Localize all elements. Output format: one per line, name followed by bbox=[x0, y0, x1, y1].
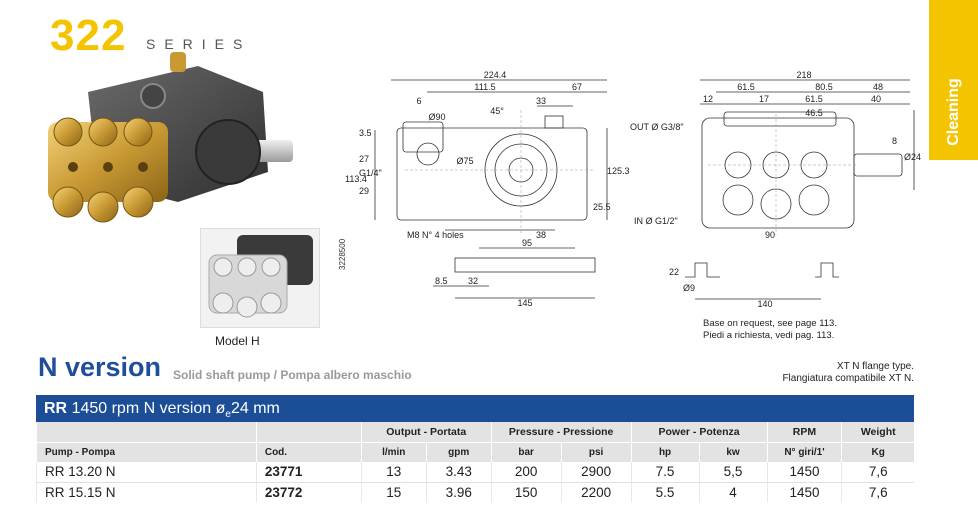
dim-45deg: 45° bbox=[490, 106, 504, 116]
dim-67: 67 bbox=[571, 82, 583, 92]
header-psi: psi bbox=[561, 442, 631, 462]
cell-pump: RR 13.20 N bbox=[37, 462, 257, 482]
dim-140: 140 bbox=[757, 299, 773, 309]
dim-22: 22 bbox=[669, 267, 680, 277]
cell-cod: 23771 bbox=[256, 462, 361, 482]
header-gpm: gpm bbox=[426, 442, 491, 462]
header-cod: Cod. bbox=[256, 442, 361, 462]
dim-61-5-mid: 61.5 bbox=[805, 94, 823, 104]
dim-27: 27 bbox=[359, 154, 370, 164]
table-title-bar bbox=[36, 395, 914, 422]
header-lmin: l/min bbox=[361, 442, 426, 462]
category-tab[interactable] bbox=[929, 0, 978, 160]
dim-out-g3-8: OUT Ø G3/8" bbox=[630, 122, 684, 132]
cell-psi: 2200 bbox=[561, 482, 631, 502]
dim-o9: Ø9 bbox=[683, 283, 696, 293]
foot-drawing bbox=[665, 255, 845, 310]
dim-25-5: 25.5 bbox=[593, 202, 611, 212]
dim-224-4: 224.4 bbox=[483, 70, 507, 80]
dim-m8-holes: M8 N° 4 holes bbox=[407, 230, 464, 240]
base-note-en: Base on request, see page 113. bbox=[703, 318, 837, 329]
cell-bar: 150 bbox=[491, 482, 561, 502]
dim-in-g1-2: IN Ø G1/2" bbox=[634, 216, 678, 226]
cell-kw: 4 bbox=[699, 482, 767, 502]
dim-3-5: 3.5 bbox=[359, 128, 372, 138]
header-kw: kw bbox=[699, 442, 767, 462]
header-output: Output - Portata bbox=[361, 422, 491, 442]
dim-145: 145 bbox=[517, 298, 533, 308]
table-title-sub: e bbox=[225, 409, 231, 421]
flange-note-en: XT N flange type. bbox=[836, 361, 914, 372]
cell-kg: 7,6 bbox=[842, 462, 914, 482]
dim-95: 95 bbox=[521, 238, 533, 248]
side-view-drawing bbox=[345, 70, 630, 245]
table-title-suffix: 24 mm bbox=[230, 400, 280, 417]
header-bar: bar bbox=[491, 442, 561, 462]
front-view-drawing bbox=[628, 70, 928, 245]
base-note bbox=[703, 318, 837, 342]
dim-33: 33 bbox=[535, 96, 547, 106]
dim-38: 38 bbox=[535, 230, 547, 240]
spec-table bbox=[36, 422, 914, 502]
dim-8-5: 8.5 bbox=[435, 276, 448, 286]
dim-80-5: 80.5 bbox=[815, 82, 833, 92]
cell-pump: RR 15.15 N bbox=[37, 482, 257, 502]
header-power: Power - Potenza bbox=[631, 422, 767, 442]
series-number: 322 bbox=[50, 11, 127, 60]
model-caption: Model H bbox=[215, 334, 260, 348]
table-row bbox=[37, 482, 915, 502]
cell-bar: 200 bbox=[491, 462, 561, 482]
cell-kg: 7,6 bbox=[842, 482, 914, 502]
section-subtitle: Solid shaft pump / Pompa albero maschio bbox=[173, 368, 412, 382]
table-row bbox=[37, 462, 915, 482]
table-unit-header bbox=[37, 442, 915, 462]
flange-note-it: Flangiatura compatibile XT N. bbox=[782, 373, 914, 384]
model-h-photo bbox=[200, 228, 320, 328]
dim-125-3: 125.3 bbox=[607, 166, 630, 176]
header-giri: N° giri/1' bbox=[767, 442, 842, 462]
base-plate-drawing bbox=[425, 240, 605, 310]
table-title-prefix: RR bbox=[44, 400, 68, 417]
series-label: SERIES bbox=[146, 36, 252, 52]
dim-46-5: 46.5 bbox=[805, 108, 823, 118]
cell-gpm: 3.43 bbox=[426, 462, 491, 482]
cell-rpm: 1450 bbox=[767, 482, 842, 502]
table-group-header bbox=[37, 422, 915, 442]
dim-90: 90 bbox=[764, 230, 776, 240]
pump-photo bbox=[28, 52, 293, 232]
dim-o24: Ø24 bbox=[904, 152, 922, 162]
dim-32: 32 bbox=[467, 276, 479, 286]
dim-8: 8 bbox=[892, 136, 898, 146]
dim-o75: Ø75 bbox=[456, 156, 474, 166]
dim-61-5-top: 61.5 bbox=[737, 82, 755, 92]
dim-17: 17 bbox=[758, 94, 770, 104]
flange-note bbox=[782, 361, 914, 385]
drawing-code: 3228500 bbox=[338, 238, 347, 270]
dim-218: 218 bbox=[796, 70, 812, 80]
cell-gpm: 3.96 bbox=[426, 482, 491, 502]
cell-hp: 7.5 bbox=[631, 462, 699, 482]
category-tab-label: Cleaning bbox=[944, 78, 962, 146]
base-note-it: Piedi a richiesta, vedi pag. 113. bbox=[703, 330, 835, 341]
cell-psi: 2900 bbox=[561, 462, 631, 482]
cell-rpm: 1450 bbox=[767, 462, 842, 482]
dim-113-4: 113.4 bbox=[345, 174, 367, 184]
dim-g1-4: G1/4" bbox=[359, 168, 382, 178]
header-hp: hp bbox=[631, 442, 699, 462]
cell-lmin: 13 bbox=[361, 462, 426, 482]
header-weight: Weight bbox=[842, 422, 914, 442]
header-pump: Pump - Pompa bbox=[37, 442, 257, 462]
header-rpm: RPM bbox=[767, 422, 842, 442]
header-pressure: Pressure - Pressione bbox=[491, 422, 631, 442]
dim-6: 6 bbox=[416, 96, 422, 106]
table-title-text: 1450 rpm N version ø bbox=[71, 400, 226, 417]
dim-40: 40 bbox=[870, 94, 882, 104]
header-kg: Kg bbox=[842, 442, 914, 462]
dim-29: 29 bbox=[359, 186, 370, 196]
cell-cod: 23772 bbox=[256, 482, 361, 502]
dim-48: 48 bbox=[872, 82, 884, 92]
dim-12: 12 bbox=[702, 94, 714, 104]
section-title: N version bbox=[38, 352, 162, 382]
cell-kw: 5,5 bbox=[699, 462, 767, 482]
cell-lmin: 15 bbox=[361, 482, 426, 502]
cell-hp: 5.5 bbox=[631, 482, 699, 502]
dim-111-5: 111.5 bbox=[474, 82, 496, 92]
dim-o90: Ø90 bbox=[428, 112, 446, 122]
